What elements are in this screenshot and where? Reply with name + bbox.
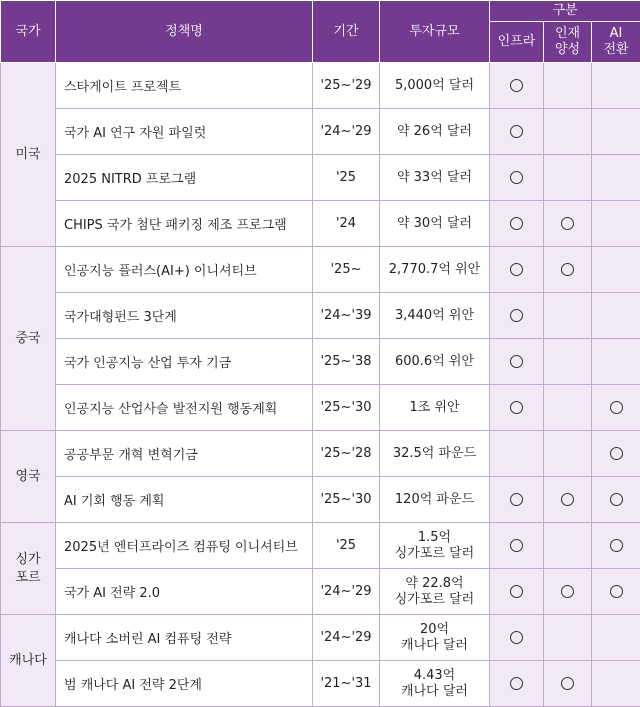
policy-name: 2025 NITRD 프로그램	[56, 155, 313, 201]
circle-mark-icon	[610, 493, 623, 506]
circle-mark-icon	[510, 309, 523, 322]
policy-name: CHIPS 국가 첨단 패키징 제조 프로그램	[56, 201, 313, 247]
mark-cell-talent	[544, 63, 592, 109]
mark-cell-talent	[544, 201, 592, 247]
period-cell: '21~'31	[313, 661, 380, 707]
investment-cell: 4.43억 캐나다 달러	[380, 661, 490, 707]
header-investment: 투자규모	[380, 1, 490, 63]
table-row	[1, 523, 640, 569]
circle-mark-icon	[510, 677, 523, 690]
mark-cell-infra	[490, 247, 544, 293]
policy-name: 2025년 엔터프라이즈 컴퓨팅 이니셔티브	[56, 523, 313, 569]
period-cell: '25~'28	[313, 431, 380, 477]
country-cell: 영국	[1, 431, 56, 523]
table-body	[1, 63, 640, 707]
table-row	[1, 109, 640, 155]
circle-mark-icon	[561, 585, 574, 598]
mark-cell-infra	[490, 63, 544, 109]
table-row	[1, 477, 640, 523]
circle-mark-icon	[561, 263, 574, 276]
table-row	[1, 155, 640, 201]
mark-cell-ai	[592, 477, 640, 523]
mark-cell-talent	[544, 247, 592, 293]
header-policy: 정책명	[56, 1, 313, 63]
investment-cell: 2,770.7억 위안	[380, 247, 490, 293]
mark-cell-infra	[490, 339, 544, 385]
mark-cell-ai	[592, 385, 640, 431]
country-cell: 미국	[1, 63, 56, 247]
investment-cell: 1.5억 싱가포르 달러	[380, 523, 490, 569]
circle-mark-icon	[510, 631, 523, 644]
table-row	[1, 339, 640, 385]
circle-mark-icon	[561, 493, 574, 506]
investment-cell: 600.6억 위안	[380, 339, 490, 385]
mark-cell-infra	[490, 523, 544, 569]
header-infra: 인프라	[490, 22, 544, 63]
circle-mark-icon	[610, 401, 623, 414]
mark-cell-infra	[490, 201, 544, 247]
mark-cell-infra	[490, 477, 544, 523]
header-ai: AI 전환	[592, 22, 640, 63]
policy-name: 공공부문 개혁 변혁기금	[56, 431, 313, 477]
mark-cell-ai	[592, 155, 640, 201]
header-country: 국가	[1, 1, 56, 63]
mark-cell-talent	[544, 569, 592, 615]
mark-cell-infra	[490, 109, 544, 155]
policy-name: 국가 인공지능 산업 투자 기금	[56, 339, 313, 385]
table-row	[1, 247, 640, 293]
table-row	[1, 569, 640, 615]
mark-cell-ai	[592, 201, 640, 247]
circle-mark-icon	[510, 217, 523, 230]
circle-mark-icon	[610, 447, 623, 460]
period-cell: '25~'30	[313, 385, 380, 431]
circle-mark-icon	[510, 493, 523, 506]
circle-mark-icon	[510, 79, 523, 92]
circle-mark-icon	[510, 263, 523, 276]
table-row	[1, 431, 640, 477]
mark-cell-ai	[592, 339, 640, 385]
mark-cell-talent	[544, 477, 592, 523]
policy-name: 인공지능 산업사슬 발전지원 행동계획	[56, 385, 313, 431]
policy-name: 국가 AI 연구 자원 파일럿	[56, 109, 313, 155]
header-period: 기간	[313, 1, 380, 63]
table-row	[1, 293, 640, 339]
circle-mark-icon	[510, 539, 523, 552]
period-cell: '25~	[313, 247, 380, 293]
header-category: 구분	[490, 1, 640, 22]
period-cell: '25~'29	[313, 63, 380, 109]
mark-cell-talent	[544, 293, 592, 339]
table-header	[1, 1, 640, 63]
policy-name: AI 기회 행동 계획	[56, 477, 313, 523]
investment-cell: 약 33억 달러	[380, 155, 490, 201]
mark-cell-talent	[544, 431, 592, 477]
period-cell: '24	[313, 201, 380, 247]
circle-mark-icon	[610, 585, 623, 598]
mark-cell-infra	[490, 661, 544, 707]
mark-cell-talent	[544, 155, 592, 201]
mark-cell-ai	[592, 661, 640, 707]
policy-name: 캐나다 소버린 AI 컴퓨팅 전략	[56, 615, 313, 661]
mark-cell-talent	[544, 109, 592, 155]
table-row	[1, 615, 640, 661]
mark-cell-talent	[544, 661, 592, 707]
period-cell: '25	[313, 155, 380, 201]
policy-name: 범 캐나다 AI 전략 2단계	[56, 661, 313, 707]
investment-cell: 32.5억 파운드	[380, 431, 490, 477]
policy-name: 국가대형펀드 3단계	[56, 293, 313, 339]
mark-cell-infra	[490, 431, 544, 477]
mark-cell-infra	[490, 385, 544, 431]
mark-cell-infra	[490, 569, 544, 615]
mark-cell-ai	[592, 293, 640, 339]
investment-cell: 약 22.8억 싱가포르 달러	[380, 569, 490, 615]
header-talent: 인재 양성	[544, 22, 592, 63]
mark-cell-talent	[544, 339, 592, 385]
investment-cell: 3,440억 위안	[380, 293, 490, 339]
mark-cell-ai	[592, 615, 640, 661]
country-cell: 캐나다	[1, 615, 56, 707]
mark-cell-talent	[544, 615, 592, 661]
table-row	[1, 201, 640, 247]
investment-cell: 1조 위안	[380, 385, 490, 431]
period-cell: '25~'38	[313, 339, 380, 385]
circle-mark-icon	[510, 171, 523, 184]
period-cell: '24~'39	[313, 293, 380, 339]
circle-mark-icon	[510, 401, 523, 414]
country-cell: 싱가 포르	[1, 523, 56, 615]
period-cell: '24~'29	[313, 569, 380, 615]
investment-cell: 5,000억 달러	[380, 63, 490, 109]
policy-name: 국가 AI 전략 2.0	[56, 569, 313, 615]
investment-cell: 약 26억 달러	[380, 109, 490, 155]
table-row	[1, 385, 640, 431]
table-row	[1, 661, 640, 707]
period-cell: '24~'29	[313, 615, 380, 661]
mark-cell-infra	[490, 293, 544, 339]
investment-cell: 20억 캐나다 달러	[380, 615, 490, 661]
policy-name: 인공지능 플러스(AI+) 이니셔티브	[56, 247, 313, 293]
mark-cell-ai	[592, 523, 640, 569]
mark-cell-ai	[592, 109, 640, 155]
circle-mark-icon	[561, 677, 574, 690]
period-cell: '25	[313, 523, 380, 569]
table-row	[1, 63, 640, 109]
mark-cell-infra	[490, 155, 544, 201]
country-cell: 중국	[1, 247, 56, 431]
period-cell: '25~'30	[313, 477, 380, 523]
mark-cell-ai	[592, 63, 640, 109]
investment-cell: 120억 파운드	[380, 477, 490, 523]
period-cell: '24~'29	[313, 109, 380, 155]
circle-mark-icon	[610, 539, 623, 552]
mark-cell-talent	[544, 385, 592, 431]
mark-cell-ai	[592, 247, 640, 293]
mark-cell-ai	[592, 569, 640, 615]
investment-cell: 약 30억 달러	[380, 201, 490, 247]
mark-cell-ai	[592, 431, 640, 477]
circle-mark-icon	[510, 585, 523, 598]
circle-mark-icon	[510, 125, 523, 138]
mark-cell-talent	[544, 523, 592, 569]
policy-name: 스타게이트 프로젝트	[56, 63, 313, 109]
circle-mark-icon	[561, 217, 574, 230]
mark-cell-infra	[490, 615, 544, 661]
circle-mark-icon	[510, 355, 523, 368]
